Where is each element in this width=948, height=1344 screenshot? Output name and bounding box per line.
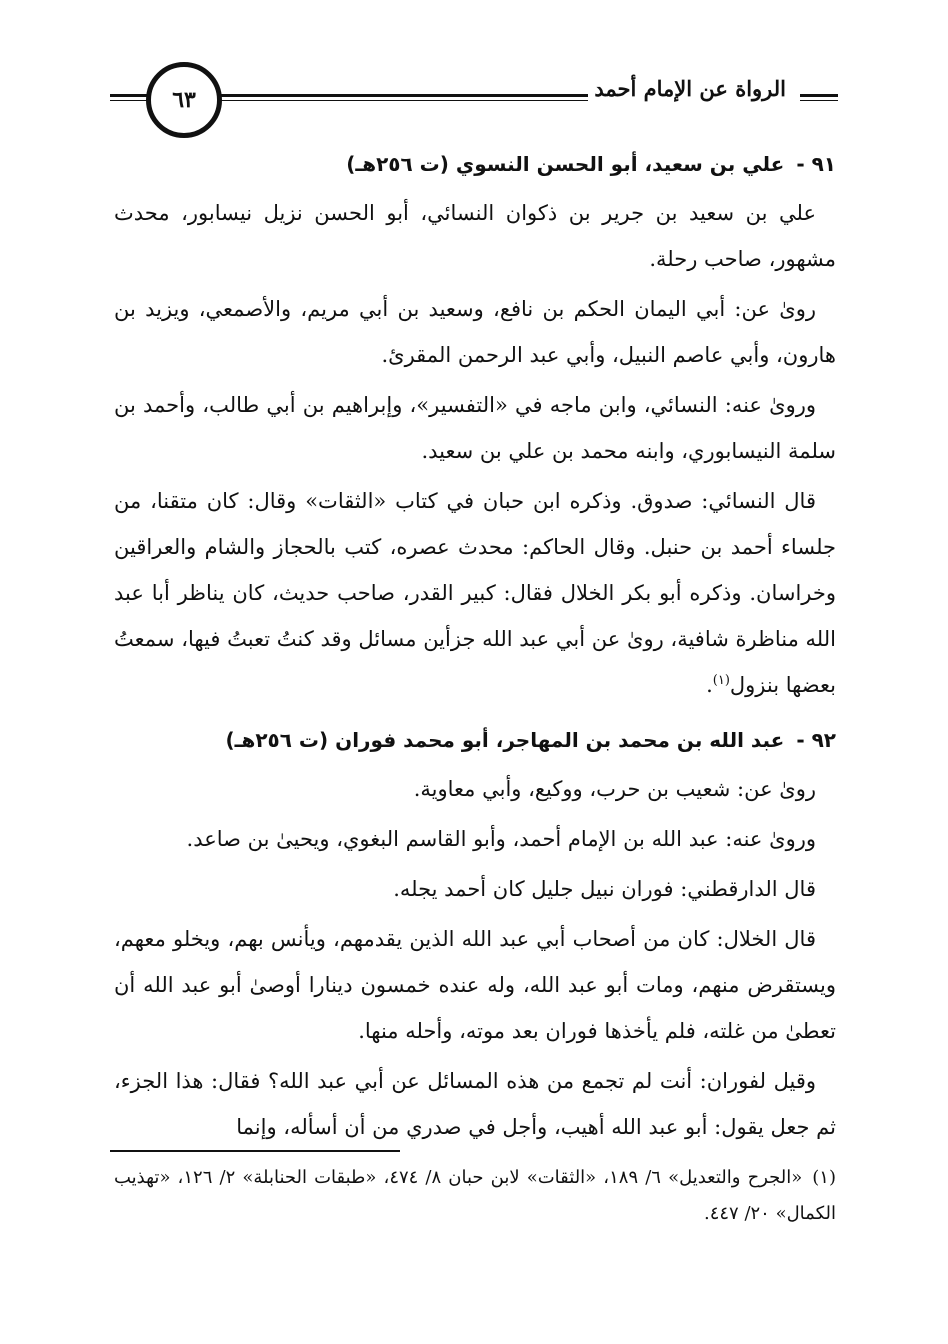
- paragraph: روىٰ عن: أبي اليمان الحكم بن نافع، وسعيد بن أبي مريم، والأصمعي، ويزيد بن هارون، وأبي عاصم النبيل، وأبي عبد الرحمن المقرئ.: [114, 297, 836, 367]
- running-header: [110, 58, 838, 142]
- footnote-text: «الجرح والتعديل» ٦/ ١٨٩، «الثقات» لابن حبان ٨/ ٤٧٤، «طبقات الحنابلة» ٢/ ١٢٦، «تهذيب الكمال» ٢٠/ ٤٤٧.: [114, 1167, 836, 1224]
- paragraph: وروىٰ عنه: عبد الله بن الإمام أحمد، وأبو القاسم البغوي، ويحيىٰ بن صاعد.: [186, 827, 816, 851]
- entry-title: عبد الله بن محمد بن المهاجر، أبو محمد فوران (ت ٢٥٦هـ): [225, 728, 785, 752]
- page-body: [114, 146, 836, 1154]
- paragraph: قال الدارقطني: فوران نبيل جليل كان أحمد يجله.: [393, 877, 816, 901]
- entry-title: علي بن سعيد، أبو الحسن النسوي (ت ٢٥٦هـ): [346, 152, 785, 176]
- paragraph: علي بن سعيد بن جرير بن ذكوان النسائي، أبو الحسن نزيل نيسابور، محدث مشهور، صاحب رحلة.: [114, 201, 836, 271]
- entry-number: ٩٢ -: [796, 728, 836, 752]
- footnote-reference: (١): [712, 673, 730, 688]
- paragraph: وروىٰ عنه: النسائي، وابن ماجه في «التفسير»، وإبراهيم بن أبي طالب، وأحمد بن سلمة النيسابوري، وابنه محمد بن علي بن سعيد.: [114, 393, 836, 463]
- page-number: ٦٣: [146, 62, 222, 138]
- footnote: [114, 1160, 836, 1232]
- entry-number: ٩١ -: [796, 152, 836, 176]
- paragraph: روىٰ عن: شعيب بن حرب، ووكيع، وأبي معاوية.: [413, 777, 816, 801]
- paragraph-with-footnote: [114, 478, 836, 708]
- footnote-separator: [110, 1150, 400, 1152]
- paragraph: قال الخلال: كان من أصحاب أبي عبد الله الذين يقدمهم، ويأنس بهم، ويخلو معهم، ويستقرض منهم، ومات أبو عبد الله، وله عنده خمسون دينارا أوصىٰ أبو عبد الله أن تعطىٰ من غلته، فلم يأخذها فوران بعد موته، وأحله منها.: [114, 927, 836, 1043]
- header-title: الرواة عن الإمام أحمد: [588, 76, 792, 101]
- paragraph: وقيل لفوران: أنت لم تجمع من هذه المسائل عن أبي عبد الله؟ فقال: هذا الجزء، ثم جعل يقول: أبو عبد الله أهيب، وأجل في صدري من أن أسأله، وإنما: [114, 1069, 836, 1139]
- entry-heading-91: [114, 146, 836, 182]
- paragraph-text: قال النسائي: صدوق. وذكره ابن حبان في كتاب «الثقات» وقال: كان متقنا، من جلساء أحمد بن حنبل. وقال الحاكم: محدث عصره، كتب بالحجاز والشام والعراقين وخراسان. وذكره أبو بكر الخلال فقال: كبير القدر، صاحب حديث، كان يناظر أبا عبد الله مناظرة شافية، روىٰ عن أبي عبد الله جزأين مسائل وقد كنتُ تعبتُ فيها، سمعتُ بعضها بنزول: [114, 489, 836, 697]
- entry-heading-92: [114, 722, 836, 758]
- paragraph-end: .: [706, 673, 713, 697]
- footnote-number: (١): [812, 1167, 836, 1188]
- header-rule-right: [800, 94, 838, 101]
